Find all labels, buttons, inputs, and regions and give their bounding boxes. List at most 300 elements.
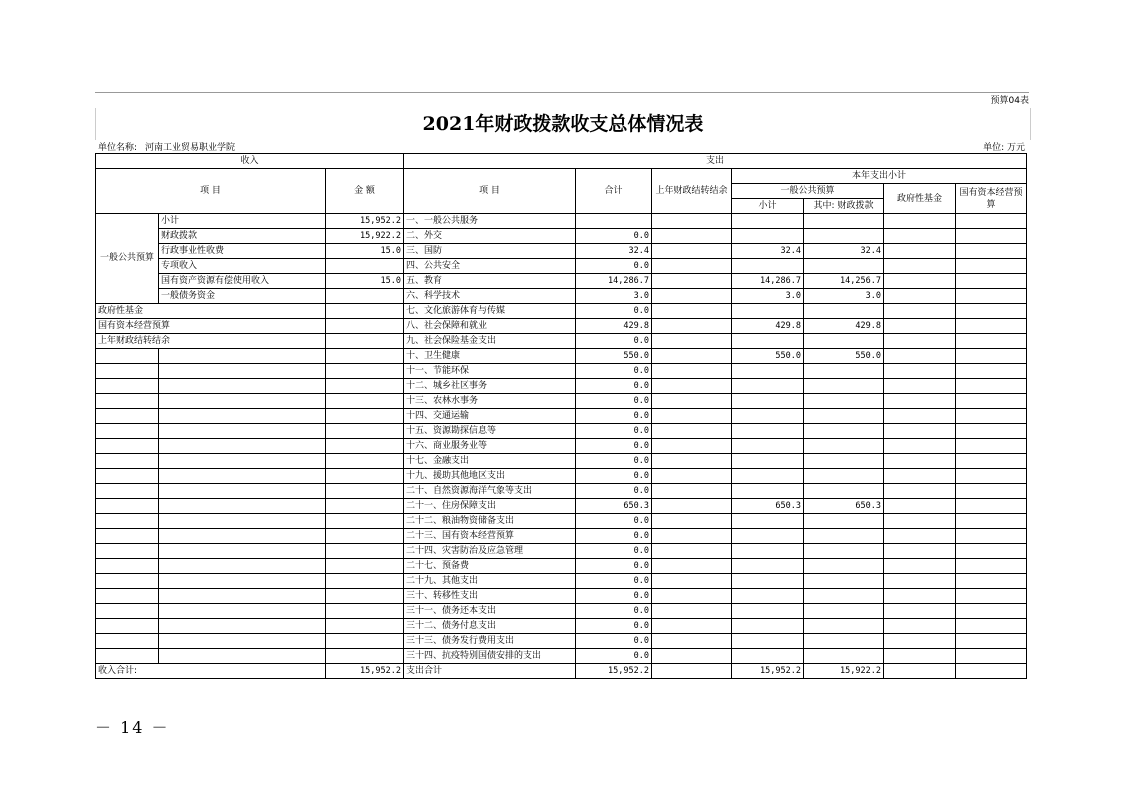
expense-item-financial bbox=[804, 229, 884, 244]
empty-cell bbox=[159, 544, 326, 559]
unit-row bbox=[95, 140, 1029, 153]
expense-item-carryover bbox=[652, 589, 732, 604]
income-item-amount bbox=[326, 289, 404, 304]
expense-item-subtotal bbox=[732, 304, 804, 319]
expense-item-gov-fund bbox=[884, 604, 956, 619]
expense-item-financial bbox=[804, 364, 884, 379]
expense-item-subtotal bbox=[732, 589, 804, 604]
expense-item-gov-fund bbox=[884, 259, 956, 274]
expense-item-name: 三十、转移性支出 bbox=[404, 589, 576, 604]
expense-item-name: 十四、交通运输 bbox=[404, 409, 576, 424]
expense-item-state-capital bbox=[956, 409, 1027, 424]
general-budget-header: 一般公共预算 bbox=[732, 184, 884, 199]
expense-item-financial bbox=[804, 649, 884, 664]
expense-item-subtotal bbox=[732, 454, 804, 469]
expense-item-financial: 650.3 bbox=[804, 499, 884, 514]
expense-item-name: 七、文化旅游体育与传媒 bbox=[404, 304, 576, 319]
expense-item-total: 0.0 bbox=[576, 484, 652, 499]
table-row bbox=[96, 439, 1027, 454]
expense-item-gov-fund bbox=[884, 499, 956, 514]
expense-item-subtotal bbox=[732, 514, 804, 529]
expense-item-name: 二十七、预备费 bbox=[404, 559, 576, 574]
expense-item-carryover bbox=[652, 364, 732, 379]
empty-cell bbox=[96, 379, 159, 394]
expense-item-subtotal bbox=[732, 259, 804, 274]
expense-item-state-capital bbox=[956, 259, 1027, 274]
expense-item-financial bbox=[804, 544, 884, 559]
empty-cell bbox=[96, 484, 159, 499]
expense-total-carryover bbox=[652, 664, 732, 679]
table-row bbox=[96, 244, 1027, 259]
income-group-label: 一般公共预算 bbox=[96, 214, 159, 304]
expense-item-financial bbox=[804, 334, 884, 349]
expense-item-subtotal: 650.3 bbox=[732, 499, 804, 514]
expense-item-carryover bbox=[652, 484, 732, 499]
expense-item-carryover bbox=[652, 394, 732, 409]
expense-item-financial bbox=[804, 589, 884, 604]
empty-cell bbox=[159, 484, 326, 499]
expense-item-name: 十一、节能环保 bbox=[404, 364, 576, 379]
expense-item-subtotal bbox=[732, 529, 804, 544]
expense-item-gov-fund bbox=[884, 274, 956, 289]
expense-item-total: 0.0 bbox=[576, 379, 652, 394]
expense-item-total: 0.0 bbox=[576, 514, 652, 529]
expense-item-name: 一、一般公共服务 bbox=[404, 214, 576, 229]
income-item-name: 国有资产资源有偿使用收入 bbox=[159, 274, 326, 289]
expense-item-subtotal: 3.0 bbox=[732, 289, 804, 304]
totals-row bbox=[96, 664, 1027, 679]
expense-item-state-capital bbox=[956, 319, 1027, 334]
income-item-amount bbox=[326, 304, 404, 319]
expense-item-financial bbox=[804, 619, 884, 634]
gov-fund-header: 政府性基金 bbox=[884, 184, 956, 214]
expense-item-state-capital bbox=[956, 529, 1027, 544]
expense-item-total: 429.8 bbox=[576, 319, 652, 334]
empty-cell bbox=[326, 589, 404, 604]
expense-item-name: 十二、城乡社区事务 bbox=[404, 379, 576, 394]
expense-item-state-capital bbox=[956, 559, 1027, 574]
expense-item-financial bbox=[804, 604, 884, 619]
expense-item-name: 三十四、抗疫特别国债安排的支出 bbox=[404, 649, 576, 664]
table-row bbox=[96, 649, 1027, 664]
income-amount-header: 金 额 bbox=[326, 169, 404, 214]
empty-cell bbox=[159, 589, 326, 604]
expense-item-subtotal bbox=[732, 439, 804, 454]
table-row bbox=[96, 364, 1027, 379]
expense-item-subtotal bbox=[732, 379, 804, 394]
expense-total-state-capital bbox=[956, 664, 1027, 679]
table-row bbox=[96, 409, 1027, 424]
expense-item-name: 四、公共安全 bbox=[404, 259, 576, 274]
expense-item-total: 0.0 bbox=[576, 454, 652, 469]
expense-item-gov-fund bbox=[884, 379, 956, 394]
empty-cell bbox=[96, 364, 159, 379]
expense-item-subtotal bbox=[732, 394, 804, 409]
expense-item-total: 650.3 bbox=[576, 499, 652, 514]
empty-cell bbox=[96, 499, 159, 514]
empty-cell bbox=[96, 619, 159, 634]
expense-item-gov-fund bbox=[884, 319, 956, 334]
expense-item-total: 0.0 bbox=[576, 424, 652, 439]
income-item-name: 专项收入 bbox=[159, 259, 326, 274]
expense-item-subtotal bbox=[732, 574, 804, 589]
table-row bbox=[96, 574, 1027, 589]
table-row bbox=[96, 379, 1027, 394]
expense-item-financial: 429.8 bbox=[804, 319, 884, 334]
expense-item-subtotal bbox=[732, 424, 804, 439]
empty-cell bbox=[96, 589, 159, 604]
empty-cell bbox=[159, 409, 326, 424]
expense-item-name: 五、教育 bbox=[404, 274, 576, 289]
expense-item-state-capital bbox=[956, 364, 1027, 379]
expense-item-total: 0.0 bbox=[576, 544, 652, 559]
empty-cell bbox=[159, 514, 326, 529]
expense-item-gov-fund bbox=[884, 484, 956, 499]
expense-item-gov-fund bbox=[884, 514, 956, 529]
expense-item-name: 二十二、粮油物资储备支出 bbox=[404, 514, 576, 529]
expense-item-name: 二十九、其他支出 bbox=[404, 574, 576, 589]
expense-item-carryover bbox=[652, 574, 732, 589]
empty-cell bbox=[159, 559, 326, 574]
expense-item-gov-fund bbox=[884, 634, 956, 649]
table-row bbox=[96, 319, 1027, 334]
expense-item-state-capital bbox=[956, 544, 1027, 559]
expense-item-financial bbox=[804, 514, 884, 529]
empty-cell bbox=[326, 634, 404, 649]
table-row bbox=[96, 529, 1027, 544]
expense-item-carryover bbox=[652, 544, 732, 559]
expense-item-state-capital bbox=[956, 334, 1027, 349]
expense-item-gov-fund bbox=[884, 364, 956, 379]
expense-item-gov-fund bbox=[884, 559, 956, 574]
empty-cell bbox=[96, 409, 159, 424]
expense-item-carryover bbox=[652, 214, 732, 229]
expense-item-state-capital bbox=[956, 649, 1027, 664]
expense-item-total: 0.0 bbox=[576, 334, 652, 349]
empty-cell bbox=[159, 364, 326, 379]
expense-item-total: 0.0 bbox=[576, 649, 652, 664]
expense-item-name: 八、社会保障和就业 bbox=[404, 319, 576, 334]
expense-item-subtotal bbox=[732, 559, 804, 574]
expense-item-total: 0.0 bbox=[576, 229, 652, 244]
table-row bbox=[96, 274, 1027, 289]
expense-item-gov-fund bbox=[884, 454, 956, 469]
expense-item-subtotal bbox=[732, 634, 804, 649]
expense-item-financial bbox=[804, 394, 884, 409]
empty-cell bbox=[326, 529, 404, 544]
income-item-name: 国有资本经营预算 bbox=[96, 319, 326, 334]
expense-item-name: 三十二、债务付息支出 bbox=[404, 619, 576, 634]
expense-item-total bbox=[576, 214, 652, 229]
table-row bbox=[96, 334, 1027, 349]
expense-item-state-capital bbox=[956, 454, 1027, 469]
expense-item-state-capital bbox=[956, 469, 1027, 484]
table-row bbox=[96, 499, 1027, 514]
expense-item-name: 十九、援助其他地区支出 bbox=[404, 469, 576, 484]
empty-cell bbox=[96, 349, 159, 364]
expense-item-state-capital bbox=[956, 484, 1027, 499]
table-row bbox=[96, 304, 1027, 319]
expense-item-financial bbox=[804, 379, 884, 394]
expense-item-carryover bbox=[652, 604, 732, 619]
empty-cell bbox=[159, 424, 326, 439]
empty-cell bbox=[96, 634, 159, 649]
expense-item-name: 十五、资源勘探信息等 bbox=[404, 424, 576, 439]
expense-item-gov-fund bbox=[884, 304, 956, 319]
expense-item-subtotal bbox=[732, 484, 804, 499]
expense-item-financial bbox=[804, 409, 884, 424]
budget-table bbox=[95, 153, 1027, 679]
table-row bbox=[96, 604, 1027, 619]
empty-cell bbox=[96, 394, 159, 409]
expense-item-total: 0.0 bbox=[576, 604, 652, 619]
currency-unit: 单位: 万元 bbox=[983, 143, 1025, 153]
empty-cell bbox=[159, 379, 326, 394]
empty-cell bbox=[326, 649, 404, 664]
empty-cell bbox=[326, 574, 404, 589]
empty-cell bbox=[326, 499, 404, 514]
expense-item-financial bbox=[804, 454, 884, 469]
expense-item-financial: 550.0 bbox=[804, 349, 884, 364]
expense-item-financial bbox=[804, 634, 884, 649]
state-capital-header: 国有资本经营预算 bbox=[956, 184, 1027, 214]
expense-item-name: 三十三、债务发行费用支出 bbox=[404, 634, 576, 649]
expense-item-carryover bbox=[652, 559, 732, 574]
empty-cell bbox=[96, 469, 159, 484]
empty-cell bbox=[159, 469, 326, 484]
expense-item-name: 十六、商业服务业等 bbox=[404, 439, 576, 454]
expense-item-gov-fund bbox=[884, 469, 956, 484]
expense-item-carryover bbox=[652, 649, 732, 664]
income-item-amount bbox=[326, 319, 404, 334]
empty-cell bbox=[326, 394, 404, 409]
expense-item-gov-fund bbox=[884, 424, 956, 439]
table-row bbox=[96, 619, 1027, 634]
expense-item-financial bbox=[804, 439, 884, 454]
expense-item-name: 二十、自然资源海洋气象等支出 bbox=[404, 484, 576, 499]
empty-cell bbox=[326, 559, 404, 574]
expense-item-gov-fund bbox=[884, 574, 956, 589]
expense-item-state-capital bbox=[956, 424, 1027, 439]
empty-cell bbox=[96, 439, 159, 454]
income-item-header: 项 目 bbox=[96, 169, 326, 214]
expense-item-state-capital bbox=[956, 229, 1027, 244]
expense-item-carryover bbox=[652, 409, 732, 424]
table-row bbox=[96, 589, 1027, 604]
expense-item-state-capital bbox=[956, 289, 1027, 304]
expense-total-subtotal: 15,952.2 bbox=[732, 664, 804, 679]
expense-item-name: 六、科学技术 bbox=[404, 289, 576, 304]
income-item-name: 小计 bbox=[159, 214, 326, 229]
income-item-amount: 15.0 bbox=[326, 274, 404, 289]
expense-item-carryover bbox=[652, 229, 732, 244]
expense-item-state-capital bbox=[956, 514, 1027, 529]
expense-item-total: 0.0 bbox=[576, 529, 652, 544]
income-item-amount: 15,952.2 bbox=[326, 214, 404, 229]
expense-item-total: 0.0 bbox=[576, 574, 652, 589]
expense-item-header: 项 目 bbox=[404, 169, 576, 214]
expense-item-state-capital bbox=[956, 439, 1027, 454]
expense-item-carryover bbox=[652, 379, 732, 394]
empty-cell bbox=[96, 454, 159, 469]
expense-item-total: 0.0 bbox=[576, 394, 652, 409]
income-item-amount bbox=[326, 259, 404, 274]
empty-cell bbox=[96, 424, 159, 439]
expense-item-state-capital bbox=[956, 634, 1027, 649]
expense-item-total: 0.0 bbox=[576, 469, 652, 484]
expense-item-total: 14,286.7 bbox=[576, 274, 652, 289]
unit-label: 单位名称: bbox=[98, 143, 138, 153]
expense-item-state-capital bbox=[956, 304, 1027, 319]
expense-item-financial: 32.4 bbox=[804, 244, 884, 259]
empty-cell bbox=[326, 484, 404, 499]
empty-cell bbox=[159, 634, 326, 649]
expense-item-subtotal bbox=[732, 619, 804, 634]
expense-item-state-capital bbox=[956, 214, 1027, 229]
expense-item-subtotal bbox=[732, 214, 804, 229]
empty-cell bbox=[326, 544, 404, 559]
table-row bbox=[96, 559, 1027, 574]
empty-cell bbox=[326, 604, 404, 619]
table-row bbox=[96, 424, 1027, 439]
expense-item-state-capital bbox=[956, 244, 1027, 259]
expense-item-carryover bbox=[652, 259, 732, 274]
empty-cell bbox=[326, 424, 404, 439]
expense-item-gov-fund bbox=[884, 229, 956, 244]
expense-item-gov-fund bbox=[884, 289, 956, 304]
expense-item-state-capital bbox=[956, 499, 1027, 514]
expense-item-state-capital bbox=[956, 349, 1027, 364]
empty-cell bbox=[326, 469, 404, 484]
expense-item-financial bbox=[804, 304, 884, 319]
expense-item-financial: 3.0 bbox=[804, 289, 884, 304]
expense-item-name: 三、国防 bbox=[404, 244, 576, 259]
expense-item-subtotal: 429.8 bbox=[732, 319, 804, 334]
unit-name: 河南工业贸易职业学院 bbox=[145, 143, 236, 153]
expense-item-total: 3.0 bbox=[576, 289, 652, 304]
financial-allocation-header: 其中: 财政拨款 bbox=[804, 199, 884, 214]
expense-item-carryover bbox=[652, 319, 732, 334]
empty-cell bbox=[96, 649, 159, 664]
expense-item-carryover bbox=[652, 619, 732, 634]
expense-item-carryover bbox=[652, 304, 732, 319]
expense-item-financial bbox=[804, 214, 884, 229]
expense-item-subtotal bbox=[732, 649, 804, 664]
expense-item-name: 二十三、国有资本经营预算 bbox=[404, 529, 576, 544]
expense-item-total: 0.0 bbox=[576, 304, 652, 319]
expense-item-carryover bbox=[652, 469, 732, 484]
empty-cell bbox=[96, 559, 159, 574]
empty-cell bbox=[326, 514, 404, 529]
expense-item-carryover bbox=[652, 289, 732, 304]
empty-cell bbox=[326, 454, 404, 469]
empty-cell bbox=[326, 379, 404, 394]
expense-item-carryover bbox=[652, 529, 732, 544]
expense-item-state-capital bbox=[956, 604, 1027, 619]
table-row bbox=[96, 349, 1027, 364]
expense-item-state-capital bbox=[956, 274, 1027, 289]
empty-cell bbox=[159, 619, 326, 634]
empty-cell bbox=[326, 619, 404, 634]
expense-item-financial bbox=[804, 574, 884, 589]
form-number: 预算04表 bbox=[95, 92, 1029, 109]
expense-item-subtotal bbox=[732, 364, 804, 379]
expense-item-carryover bbox=[652, 439, 732, 454]
expense-total-gov-fund bbox=[884, 664, 956, 679]
empty-cell bbox=[159, 574, 326, 589]
expense-item-gov-fund bbox=[884, 589, 956, 604]
table-row bbox=[96, 394, 1027, 409]
expense-item-total: 32.4 bbox=[576, 244, 652, 259]
empty-cell bbox=[159, 529, 326, 544]
income-item-amount: 15.0 bbox=[326, 244, 404, 259]
empty-cell bbox=[159, 454, 326, 469]
expense-total-financial: 15,922.2 bbox=[804, 664, 884, 679]
expense-item-financial bbox=[804, 529, 884, 544]
expense-item-subtotal bbox=[732, 604, 804, 619]
expense-item-carryover bbox=[652, 424, 732, 439]
page-number: － 14 － bbox=[95, 718, 170, 737]
expense-item-name: 九、社会保险基金支出 bbox=[404, 334, 576, 349]
empty-cell bbox=[96, 544, 159, 559]
expense-item-subtotal: 550.0 bbox=[732, 349, 804, 364]
expense-item-name: 二、外交 bbox=[404, 229, 576, 244]
expense-item-subtotal: 32.4 bbox=[732, 244, 804, 259]
expense-item-gov-fund bbox=[884, 529, 956, 544]
empty-cell bbox=[159, 649, 326, 664]
expense-item-total: 0.0 bbox=[576, 364, 652, 379]
expense-item-carryover bbox=[652, 499, 732, 514]
empty-cell bbox=[159, 394, 326, 409]
expense-item-carryover bbox=[652, 634, 732, 649]
expense-item-name: 三十一、债务还本支出 bbox=[404, 604, 576, 619]
income-item-name: 政府性基金 bbox=[96, 304, 326, 319]
expense-item-subtotal bbox=[732, 409, 804, 424]
expense-item-name: 十三、农林水事务 bbox=[404, 394, 576, 409]
expense-item-carryover bbox=[652, 334, 732, 349]
empty-cell bbox=[96, 529, 159, 544]
expense-item-subtotal bbox=[732, 469, 804, 484]
subtotal-header: 小计 bbox=[732, 199, 804, 214]
expense-item-gov-fund bbox=[884, 394, 956, 409]
empty-cell bbox=[159, 499, 326, 514]
empty-cell bbox=[159, 439, 326, 454]
empty-cell bbox=[326, 349, 404, 364]
expense-item-financial bbox=[804, 469, 884, 484]
table-row bbox=[96, 544, 1027, 559]
expense-item-gov-fund bbox=[884, 439, 956, 454]
expense-item-state-capital bbox=[956, 394, 1027, 409]
expense-item-financial bbox=[804, 484, 884, 499]
income-item-name: 财政拨款 bbox=[159, 229, 326, 244]
table-row bbox=[96, 469, 1027, 484]
expense-item-carryover bbox=[652, 274, 732, 289]
table-row bbox=[96, 514, 1027, 529]
expense-item-total: 0.0 bbox=[576, 559, 652, 574]
expense-item-state-capital bbox=[956, 574, 1027, 589]
expense-item-carryover bbox=[652, 349, 732, 364]
expense-item-state-capital bbox=[956, 379, 1027, 394]
expense-item-financial bbox=[804, 424, 884, 439]
page-title: 2021年财政拨款收支总体情况表 bbox=[95, 108, 1031, 140]
expense-item-gov-fund bbox=[884, 334, 956, 349]
empty-cell bbox=[326, 409, 404, 424]
expense-total-header: 合计 bbox=[576, 169, 652, 214]
expense-item-state-capital bbox=[956, 619, 1027, 634]
table-row bbox=[96, 289, 1027, 304]
expense-header: 支出 bbox=[404, 154, 1027, 169]
expense-item-gov-fund bbox=[884, 409, 956, 424]
